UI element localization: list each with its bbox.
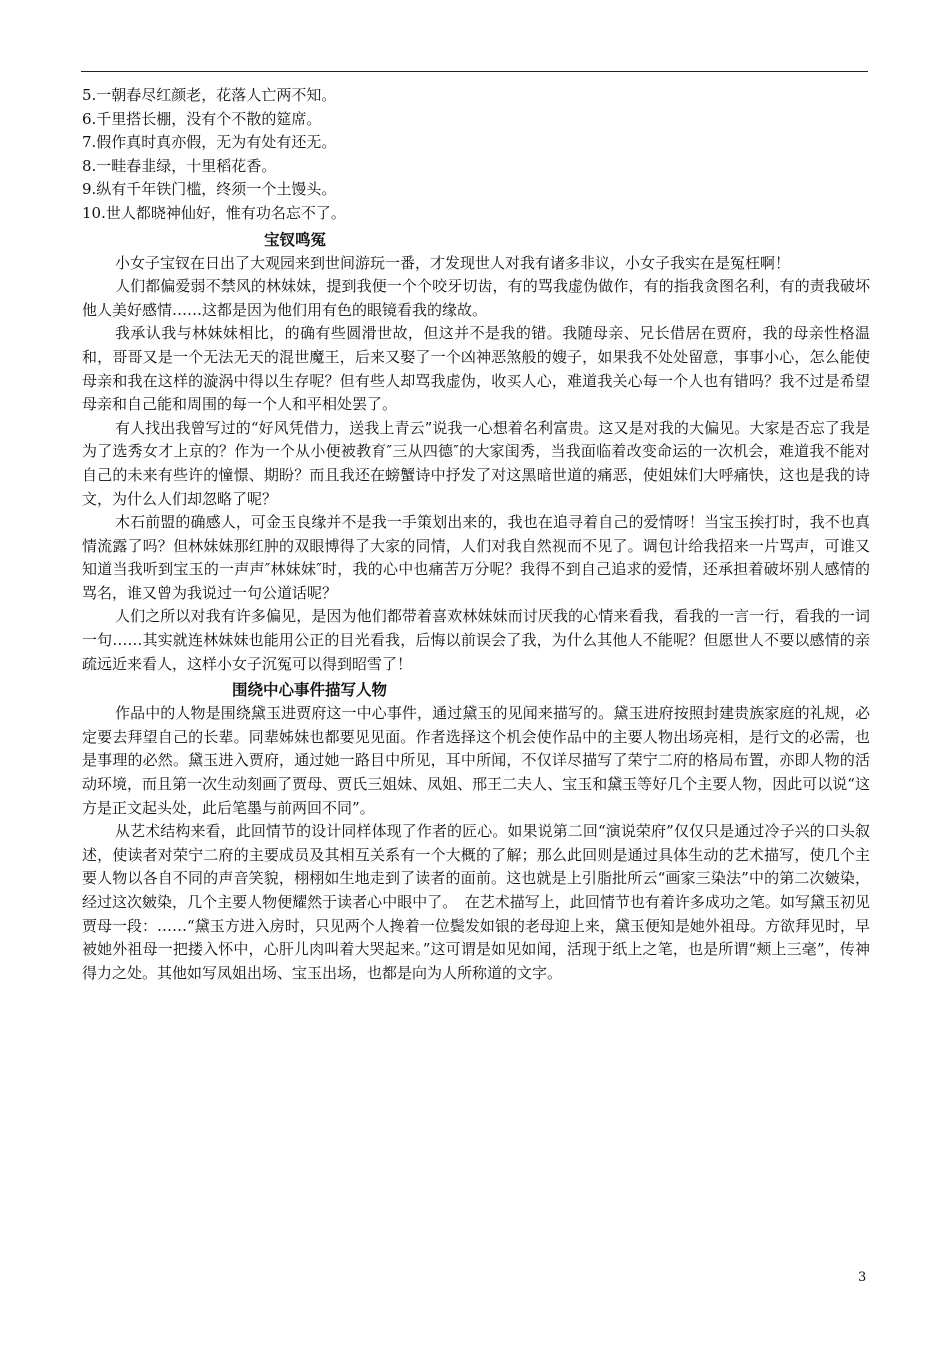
section-heading: 围绕中心事件描写人物 [232,681,388,700]
paragraph: 人们之所以对我有许多偏见，是因为他们都带着喜欢林妹妹而讨厌我的心情来看我，看我的一言一行，看我的一词一句……其实就连林妹妹也能用公正的目光看我，后悔以前误会了我，为什么其他人不能呢？但愿世人不要以感情的亲疏远近来看人，这样小女子沉冤可以得到昭雪了！ [82,607,870,673]
list-item: 10.世人都晓神仙好，惟有功名忘不了。 [82,203,346,222]
paragraph: 人们都偏爱弱不禁风的林妹妹，提到我便一个个咬牙切齿，有的骂我虚伪做作，有的指我贪图名利，有的责我破坏他人美好感情……这都是因为他们用有色的眼镜看我的缘故。 [82,277,870,319]
page-number: 3 [858,1270,867,1285]
paragraph: 木石前盟的确感人，可金玉良缘并不是我一手策划出来的，我也在追寻着自己的爱情呀！当宝玉挨打时，我不也真情流露了吗？但林妹妹那红肿的双眼博得了大家的同情，人们对我自然视而不见了。调包计给我招来一片骂声，可谁又知道当我听到宝玉的一声声″林妹妹″时，我的心中也痛苦万分呢？我得不到自己追求的爱情，还承担着破坏别人感情的骂名，谁又曾为我说过一句公道话呢？ [82,513,870,602]
document-body [82,84,870,985]
paragraph: 有人找出我曾写过的“好风凭借力，送我上青云”说我一心想着名利富贵。这又是对我的大偏见。大家是否忘了我是为了选秀女才上京的？作为一个从小便被教育″三从四德″的大家闺秀，当我面临着改变命运的一次机会，难道我不能对自己的未来有些许的憧憬、期盼？而且我还在螃蟹诗中抒发了对这黑暗世道的痛恶，使姐妹们大呼痛快，这也是我的诗文，为什么人们却忽略了呢？ [82,418,870,508]
list-item: 8.一畦春韭绿，十里稻花香。 [82,156,277,175]
list-item: 9.纵有千年铁门槛，终须一个土馒头。 [82,180,337,199]
list-item: 6.千里搭长棚，没有个不散的筵席。 [82,109,322,128]
paragraph: 小女子宝钗在日出了大观园来到世间游玩一番，才发现世人对我有诸多非议，小女子我实在是冤枉啊！ [115,253,791,272]
paragraph: 我承认我与林妹妹相比，的确有些圆滑世故，但这并不是我的错。我随母亲、兄长借居在贾府，我的母亲性格温和，哥哥又是一个无法无天的混世魔王，后来又娶了一个凶神恶煞般的嫂子，如果我不处处留意，事事小心，怎么能使母亲和我在这样的漩涡中得以生存呢？但有些人却骂我虚伪，收买人心，难道我关心每一个人也有错吗？我不过是希望母亲和自己能和周围的每一个人和平相处罢了。 [82,324,870,414]
top-rule [81,71,868,72]
list-item: 5.一朝春尽红颜老，花落人亡两不知。 [82,86,337,104]
list-item: 7.假作真时真亦假，无为有处有还无。 [82,133,337,152]
paragraph: 从艺术结构来看，此回情节的设计同样体现了作者的匠心。如果说第二回“演说荣府”仅仅只是通过冷子兴的口头叙述，使读者对荣宁二府的主要成员及其相互关系有一个大概的了解；那么此回则是通过具体生动的艺术描写，使几个主要人物以各自不同的声音笑貌，栩栩如生地走到了读者的面前。这也就是上引脂批所云“画家三染法”中的第二次皴染，经过这次皴染，几个主要人物便耀然于读者心中眼中了。 在艺术描写上，此回情节也有着许多成功之笔。如写黛玉初见贾母一段：……“黛玉方进入房时，只见两个人搀着一位鬓发如银的老母迎上来，黛玉便知是她外祖母。方欲拜见时，早被她外祖母一把搂入怀中，心肝儿肉叫着大哭起来。”这可谓是如见如闻，活现于纸上之笔，也是所谓“颊上三毫”，传神得力之处。其他如写凤姐出场、宝玉出场，也都是向为人所称道的文字。 [82,822,870,982]
section-heading: 宝钗鸣冤 [264,230,327,249]
paragraph: 作品中的人物是围绕黛玉进贾府这一中心事件，通过黛玉的见闻来描写的。黛玉进府按照封建贵族家庭的礼规，必定要去拜望自己的长辈。同辈姊妹也都要见见面。作者选择这个机会使作品中的主要人物出场亮相，是行文的必需，也是事理的必然。黛玉进入贾府，通过她一路目中所见，耳中所闻，不仅详尽描写了荣宁二府的格局布置，亦即人物的活动环境，而且第一次生动刻画了贾母、贾氏三姐妹、凤姐、邢王二夫人、宝玉和黛玉等好几个主要人物，因此可以说“这方是正文起头处，此后笔墨与前两回不同”。 [82,704,870,817]
